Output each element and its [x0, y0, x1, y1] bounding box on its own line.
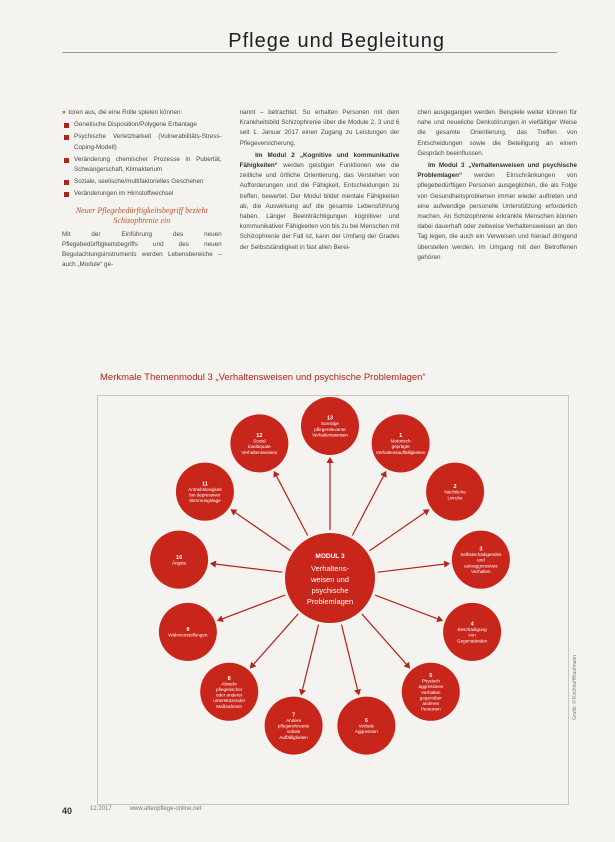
page-title: Pflege und Begleitung [228, 30, 445, 52]
node-label: pflegerelevante [314, 426, 346, 432]
node-label: inadäquate [247, 444, 271, 450]
node-number: 13 [326, 415, 334, 422]
node-label: unterstützender [213, 698, 246, 704]
module-node-4 [443, 603, 501, 661]
arrow-line [370, 513, 425, 551]
node-label: Andere [286, 717, 302, 723]
section-subheading: Neuer Pflegebedürftigkeitsbegriff bezieht Schizophrenie ein [75, 205, 208, 225]
arrow-head [444, 561, 450, 568]
arrow-line [302, 625, 318, 690]
node-label: Verhalten [421, 689, 441, 695]
arrow-line [341, 625, 357, 690]
node-label: gegenüber [419, 695, 442, 701]
footer-url: www.altenpflege-online.net [129, 806, 202, 812]
node-number: 10 [176, 554, 183, 561]
node-label: anderen [422, 700, 440, 706]
node-label: Verhalten [471, 568, 491, 574]
page-number: 40 [62, 806, 73, 816]
module-node-3 [452, 531, 510, 589]
node-number: 7 [292, 712, 296, 719]
image-credit: Grafik: © Kirchhoff/Kaufmann [572, 654, 578, 720]
arrow-head [210, 561, 216, 568]
node-label: Verbale [358, 723, 375, 729]
node-label: und [477, 557, 485, 563]
module-node-13 [301, 397, 359, 455]
node-label: Antriebslosigkeit [188, 486, 222, 492]
node-label: Nächtliche [444, 489, 466, 495]
page-footer [62, 806, 201, 816]
arrow-line [352, 476, 383, 535]
list-item: Soziale, seelische/multifaktorielles Geschehen [62, 177, 222, 187]
center-line: Problemlagen [306, 597, 354, 606]
center-line: weisen und [311, 575, 349, 584]
module-node-6 [337, 697, 395, 755]
arrow-line [216, 564, 283, 572]
node-label: von [468, 632, 476, 638]
node-label: Auffälligkeiten [279, 734, 308, 740]
node-label: Sonstige [321, 421, 339, 427]
node-label: vokale [286, 729, 301, 735]
node-label: Verhaltensweisen [311, 432, 349, 438]
arrow-line [235, 513, 290, 551]
node-label: oder anderer [216, 692, 243, 698]
col1-text: Mit der Einführung des neuen Pflegebedürftigkeitsbegriffs und des neuen Begutachtungsinstruments werden Lebensbereiche – auch „Module“ ge- [62, 230, 222, 269]
node-number: 12 [256, 433, 263, 440]
arrow-line [362, 614, 406, 664]
module-node-12 [230, 414, 288, 472]
list-item: Psychische Verletzbarkeit (Vulnerabilitäts-Stress-Coping-Modell) [62, 132, 222, 152]
center-line: Verhaltens- [311, 564, 349, 573]
arrow-line [375, 595, 438, 619]
node-label: Verhaltensweisen [241, 449, 278, 455]
list-item: Genetische Disposition/Polygene Erbanlage [62, 120, 222, 130]
col3-paragraph-1: chen ausgegangen werden. Beispiele weiter können für nahe und neueliche Denkstörungen in vielfältiger Weise die gesamte Orientierung, das Treffen von Entscheidungen sowie die Beteiligung an einem Gespräch beeinflussen. [417, 109, 578, 157]
module-node-5 [402, 663, 460, 721]
center-title: MODUL 3 [315, 553, 345, 560]
module-node-2 [426, 463, 484, 521]
node-label: Physisch [421, 678, 440, 684]
arrow-icon: » [62, 109, 66, 116]
node-number: 2 [453, 484, 457, 491]
node-label: bei depressiver [189, 492, 221, 498]
node-label: Ängste [171, 560, 187, 566]
module-3-heading: Im Modul 3 „Verhaltensweisen und psychische Problemlagen“ [417, 162, 578, 180]
node-number: 11 [201, 481, 208, 488]
module-node-8 [200, 663, 258, 721]
column-1 [62, 108, 222, 366]
col2-paragraph-2: Im Modul 2 „Kognitive und kommunikative Fähigkeiten“ werden geistigen Funktionen wie die zeitliche und örtliche Orientierung, das Verstehen von Aufforderungen und die Fähigkeit, Entscheidungen zu treffen, bewertet. Der Modul bildet mentale Fähigkeiten ab, die Auswirkung auf die gesamte Lebensführung haben. Länger Beeinträchtigungen kognitiver und kommunikativer Fähigkeiten von bis zu bei Menschen mit Schizophrenie der Fall ist, kann der Umfang der Grades der Selbstständigkeit in fast allen Berei- [239, 151, 400, 251]
node-number: 3 [479, 546, 483, 553]
col3-paragraph-2: Im Modul 3 „Verhaltensweisen und psychische Problemlagen“ werden Einschränkungen von pflegebedürftigen Personen ausgeglichen, die als Folge von Gesundheitsproblemen immer wieder auftreten und eine aufwendige personelle Unterstützung erforderlich machen. An Schizophrenie erkrankte Menschen können dabei dauerhaft oder zeitweise Verhaltensweisen an den Tag legen, die auch ein Verweisen und hierauf dringend überstellen werden. Im Umgang mit den Betroffenen gehören [417, 162, 578, 261]
arrow-line [222, 595, 285, 619]
factor-list [62, 120, 222, 199]
header-rule [62, 52, 557, 53]
list-item: Veränderungen im Hirnstoffwechsel [62, 189, 222, 199]
node-label: Abwehr [221, 681, 237, 687]
column-3 [417, 108, 577, 366]
column-2 [240, 108, 400, 366]
node-label: Unruhe [447, 495, 463, 501]
node-label: Personen [420, 706, 441, 712]
list-item: Veränderung chemischer Prozesse in Pubertät, Schwangerschaft, Klimakterium [62, 155, 222, 175]
arrow-line [254, 614, 298, 664]
arrow-head [327, 457, 334, 463]
module-node-10 [150, 531, 208, 589]
node-number: 8 [227, 675, 231, 682]
node-label: Stimmungslage [189, 498, 221, 504]
node-label: Maßnahmen [216, 703, 243, 709]
module-node-7 [265, 697, 323, 755]
module-node-1 [372, 414, 430, 472]
node-label: Verhaltensauffälligkeiten [375, 449, 426, 455]
arrow-line [277, 476, 308, 535]
module-node-11 [176, 463, 234, 521]
col1-intro: » toren aus, die eine Rolle spielen können: [62, 109, 183, 116]
node-label: Wahnvorstellungen [168, 632, 208, 638]
node-label: Aggression [354, 729, 378, 735]
module-2-heading: Im Modul 2 „Kognitive und kommunikative Fähigkeiten“ [239, 151, 400, 170]
node-label: geprägte [391, 444, 410, 450]
node-label: Motorisch [390, 438, 411, 444]
center-node [284, 532, 376, 624]
arrow-head [423, 509, 430, 515]
arrow-line [378, 564, 445, 572]
col2-paragraph-1: nannt – betrachtet. So erhalten Personen mit dem Krankheitsbild Schizophrenie über die Module 2, 3 und 6 seit 1. Januar 2017 einen Zugang zu Leistungen der Pflegeversicherung. [239, 109, 400, 147]
node-label: pflegerischer [216, 686, 243, 692]
node-label: Gegenständen [457, 638, 488, 644]
article-columns [62, 108, 577, 366]
node-label: aggressives [418, 684, 444, 690]
node-number: 9 [186, 627, 190, 634]
module-node-9 [159, 603, 217, 661]
node-label: Beschädigung [457, 627, 487, 633]
node-label: Selbstschädigendes [460, 552, 502, 558]
figure-caption: Merkmale Themenmodul 3 „Verhaltensweisen und psychische Problemlagen“ [100, 372, 426, 383]
arrow-head [230, 509, 237, 515]
arrow-head [354, 689, 361, 696]
node-number: 5 [429, 672, 433, 679]
center-line: psychische [311, 586, 349, 595]
module-diagram-frame [97, 395, 569, 805]
arrow-head [299, 689, 306, 696]
node-label: Sozial [253, 438, 266, 444]
node-label: autoaggressives [464, 563, 498, 569]
issue-date: 12.2017 [90, 806, 112, 812]
module-diagram [98, 396, 568, 804]
node-number: 1 [399, 433, 403, 440]
node-label: pflegerelevante [277, 723, 310, 729]
node-number: 6 [364, 717, 368, 724]
node-number: 4 [470, 621, 474, 628]
